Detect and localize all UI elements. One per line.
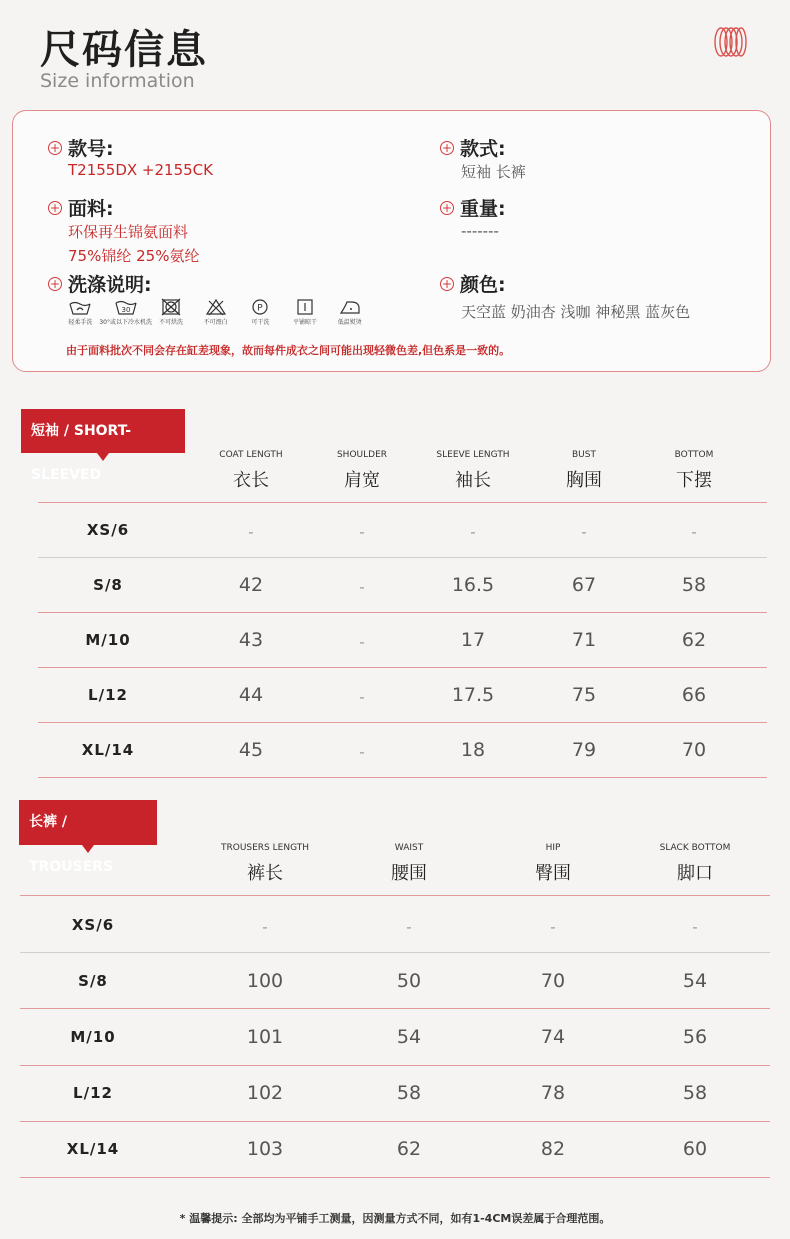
- dry-clean-label: 可干洗: [251, 319, 270, 326]
- plus-circle-icon: +: [49, 140, 61, 155]
- table-cell: 60: [682, 1138, 708, 1160]
- fabric-composition: 75%锦纶 25%氨纶: [68, 247, 200, 265]
- table-cell: -: [248, 523, 254, 541]
- measurement-disclaimer: * 温馨提示: 全部均为平铺手工测量，因测量方式不同，如有1-4CM误差属于合理范围。: [179, 1212, 611, 1225]
- col-header-en: SLEEVE LENGTH: [436, 450, 510, 460]
- table-cell: 16.5: [451, 574, 495, 596]
- wash-care-icons: [60, 298, 370, 328]
- table-cell: 43: [238, 629, 264, 651]
- table-cell: 58: [681, 574, 707, 596]
- col-header-cn: 脚口: [677, 863, 713, 884]
- col-header-en: SLACK BOTTOM: [659, 843, 731, 853]
- col-header-cn: 臀围: [535, 863, 571, 884]
- table-cell: 56: [682, 1026, 708, 1048]
- short-sleeved-tag-text: 短袖 / SHORT-SLEEVED: [21, 409, 185, 453]
- table-cell: 103: [246, 1138, 284, 1160]
- fabric-label: [48, 194, 114, 221]
- trousers-tag-text: 长裤 / TROUSERS: [19, 800, 157, 845]
- page-title: 尺码信息: [40, 27, 208, 73]
- table-cell: 71: [571, 629, 597, 651]
- size-label: L/12: [88, 686, 128, 704]
- col-header-en: COAT LENGTH: [219, 450, 283, 460]
- col-sleeve-length: [413, 450, 533, 492]
- style-label: [440, 134, 506, 161]
- table-divider: [38, 777, 767, 778]
- table-divider: [38, 557, 767, 558]
- col-header-cn: 下摆: [676, 470, 712, 491]
- style-number-value: T2155DX +2155CK: [68, 161, 213, 179]
- table-divider: [38, 612, 767, 613]
- col-header-cn: 袖长: [455, 470, 491, 491]
- table-divider: [38, 722, 767, 723]
- hand-wash-icon: [60, 298, 101, 328]
- col-header-en: BUST: [572, 450, 596, 460]
- table-cell: 78: [540, 1082, 566, 1104]
- plus-circle-icon: +: [441, 200, 453, 215]
- no-tumble-dry-label: 不可烘洗: [159, 319, 184, 326]
- plus-circle-icon: +: [49, 276, 61, 291]
- dry-clean-letter: P: [257, 303, 264, 314]
- fabric-label-text: 面料:: [68, 198, 114, 220]
- col-trousers-length: [205, 843, 325, 885]
- style-number-label: [48, 134, 114, 161]
- table-cell: -: [359, 743, 365, 761]
- table-cell: -: [359, 523, 365, 541]
- col-header-cn: 衣长: [233, 470, 269, 491]
- table-cell: 17: [460, 629, 486, 651]
- dry-clean-p-icon: [240, 298, 281, 328]
- table-cell: -: [359, 633, 365, 651]
- table-divider: [20, 1177, 770, 1178]
- table-divider: [20, 895, 770, 896]
- col-header-en: SHOULDER: [336, 450, 388, 460]
- table-cell: -: [470, 523, 476, 541]
- color-variance-note: 由于面料批次不同会存在缸差现象，故而每件成衣之间可能出现轻微色差,但色系是一致的。: [66, 344, 511, 357]
- iron-low-label: 低温熨烫: [337, 319, 362, 326]
- table-divider: [20, 952, 770, 953]
- plus-circle-icon: +: [49, 200, 61, 215]
- weight-label: [440, 194, 506, 221]
- table-cell: 101: [246, 1026, 284, 1048]
- col-header-cn: 肩宽: [344, 470, 380, 491]
- short-sleeved-tag: [21, 409, 185, 483]
- iron-low-icon: [329, 298, 370, 328]
- table-cell: -: [550, 918, 556, 936]
- table-cell: -: [581, 523, 587, 541]
- hand-wash-label: 轻柔手洗: [68, 319, 93, 326]
- col-waist: [349, 843, 469, 885]
- col-slack-bottom: [635, 843, 755, 885]
- col-header-cn: 胸围: [566, 470, 602, 491]
- table-cell: 58: [682, 1082, 708, 1104]
- wash-label-text: 洗涤说明:: [68, 274, 152, 296]
- table-cell: 79: [571, 739, 597, 761]
- no-tumble-dry-icon: [151, 298, 192, 328]
- col-header-en: BOTTOM: [674, 450, 714, 460]
- table-cell: 70: [681, 739, 707, 761]
- dry-flat-label: 平铺晾干: [293, 319, 318, 326]
- trousers-tag: [19, 800, 157, 875]
- dry-flat-icon: [285, 298, 326, 328]
- style-label-text: 款式:: [460, 138, 506, 160]
- table-cell: 42: [238, 574, 264, 596]
- table-cell: 54: [682, 970, 708, 992]
- size-label: L/12: [73, 1084, 113, 1102]
- table-cell: 45: [238, 739, 264, 761]
- no-bleach-label: 不可漂白: [203, 319, 228, 326]
- table-cell: 44: [238, 684, 264, 706]
- table-cell: 100: [246, 970, 284, 992]
- wash-instructions-label: [48, 270, 152, 297]
- table-cell: 66: [681, 684, 707, 706]
- col-bottom: [634, 450, 754, 492]
- weight-value: -------: [461, 222, 499, 240]
- size-label: XL/14: [81, 741, 135, 759]
- table-cell: 18: [460, 739, 486, 761]
- col-shoulder: [302, 450, 422, 492]
- col-header-cn: 裤长: [247, 863, 283, 884]
- style-number-label-text: 款号:: [68, 138, 114, 160]
- table-divider: [20, 1065, 770, 1066]
- col-hip: [493, 843, 613, 885]
- color-label-text: 颜色:: [460, 274, 506, 296]
- table-cell: -: [359, 578, 365, 596]
- wash-30-icon: [99, 298, 152, 328]
- fabric-value: 环保再生锦氨面料: [68, 223, 189, 241]
- table-cell: -: [262, 918, 268, 936]
- table-cell: 75: [571, 684, 597, 706]
- table-cell: -: [359, 688, 365, 706]
- color-value: 天空蓝 奶油杏 浅咖 神秘黑 蓝灰色: [461, 303, 691, 321]
- table-divider: [38, 502, 767, 503]
- weight-label-text: 重量:: [460, 198, 506, 220]
- table-cell: 102: [246, 1082, 284, 1104]
- no-bleach-icon: [195, 298, 236, 328]
- size-label: M/10: [85, 631, 131, 649]
- table-divider: [20, 1008, 770, 1009]
- col-header-en: WAIST: [394, 843, 424, 853]
- col-header-en: TROUSERS LENGTH: [220, 843, 309, 853]
- table-divider: [20, 1121, 770, 1122]
- table-cell: -: [406, 918, 412, 936]
- wash-30-label: 30°或以下冷水机洗: [99, 319, 152, 326]
- size-label: M/10: [70, 1028, 116, 1046]
- table-cell: 50: [396, 970, 422, 992]
- size-label: XS/6: [71, 916, 115, 934]
- size-label: XL/14: [66, 1140, 120, 1158]
- plus-circle-icon: +: [441, 276, 453, 291]
- table-cell: -: [692, 918, 698, 936]
- col-header-cn: 腰围: [391, 863, 427, 884]
- table-cell: 58: [396, 1082, 422, 1104]
- table-cell: 82: [540, 1138, 566, 1160]
- color-label: [440, 270, 506, 297]
- table-cell: 62: [396, 1138, 422, 1160]
- col-coat-length: [191, 450, 311, 492]
- page-subtitle: Size information: [40, 70, 195, 92]
- size-label: S/8: [93, 576, 123, 594]
- col-header-en: HIP: [545, 843, 561, 853]
- table-cell: 62: [681, 629, 707, 651]
- table-divider: [38, 667, 767, 668]
- col-bust: [524, 450, 644, 492]
- size-label: S/8: [78, 972, 108, 990]
- table-cell: 17.5: [451, 684, 495, 706]
- table-cell: -: [691, 523, 697, 541]
- table-cell: 54: [396, 1026, 422, 1048]
- table-cell: 70: [540, 970, 566, 992]
- table-cell: 74: [540, 1026, 566, 1048]
- plus-circle-icon: +: [441, 140, 453, 155]
- table-cell: 67: [571, 574, 597, 596]
- size-label: XS/6: [86, 521, 130, 539]
- style-value: 短袖 长裤: [461, 163, 526, 181]
- wash-30-number: 30: [121, 306, 131, 314]
- concentric-ovals-logo-icon: [712, 26, 748, 58]
